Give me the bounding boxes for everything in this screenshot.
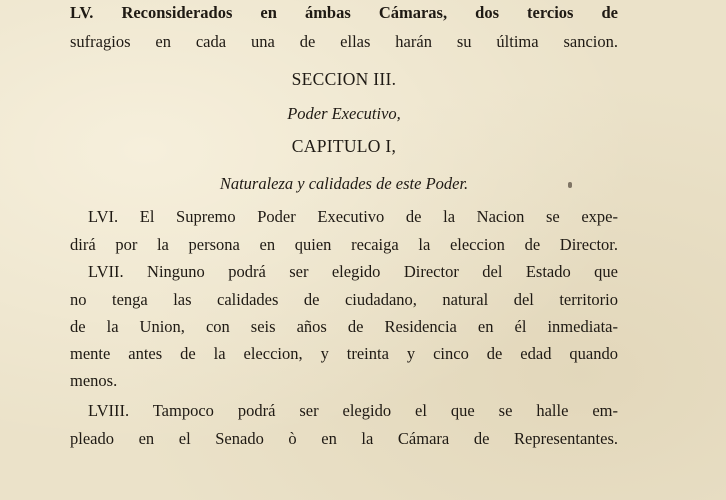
chapter-subtitle: Naturaleza y calidades de este Poder.	[219, 174, 469, 193]
section-subtitle: Poder Executivo,	[287, 104, 401, 123]
chapter-heading: CAPITULO I,	[291, 136, 397, 156]
text-line-12: mente antes de la eleccion, y treinta y cinco de edad quando	[70, 344, 618, 363]
text-line-11: de la Union, con seis años de Residencia en él inmediata-	[70, 317, 618, 336]
ink-speck	[568, 182, 572, 188]
text-line-13: menos.	[70, 371, 118, 390]
text-line-15: pleado en el Senado ò en la Cámara de Representantes.	[70, 429, 618, 448]
text-line-08: dirá por la persona en quien recaiga la eleccion de Director.	[70, 235, 618, 254]
text-line-09: LVII. Ninguno podrá ser elegido Director del Estado que	[88, 262, 618, 281]
text-line-14: LVIII. Tampoco podrá ser elegido el que se halle em-	[88, 401, 618, 420]
section-heading: SECCION III.	[291, 69, 397, 89]
text-line-10: no tenga las calidades de ciudadano, natural del territorio	[70, 290, 618, 309]
text-line-02: sufragios en cada una de ellas harán su última sancion.	[70, 32, 618, 51]
text-line-07: LVI. El Supremo Poder Executivo de la Nacion se expe-	[88, 207, 618, 226]
text-line-01: LV. Reconsiderados en ámbas Cámaras, dos tercios de	[70, 3, 618, 22]
